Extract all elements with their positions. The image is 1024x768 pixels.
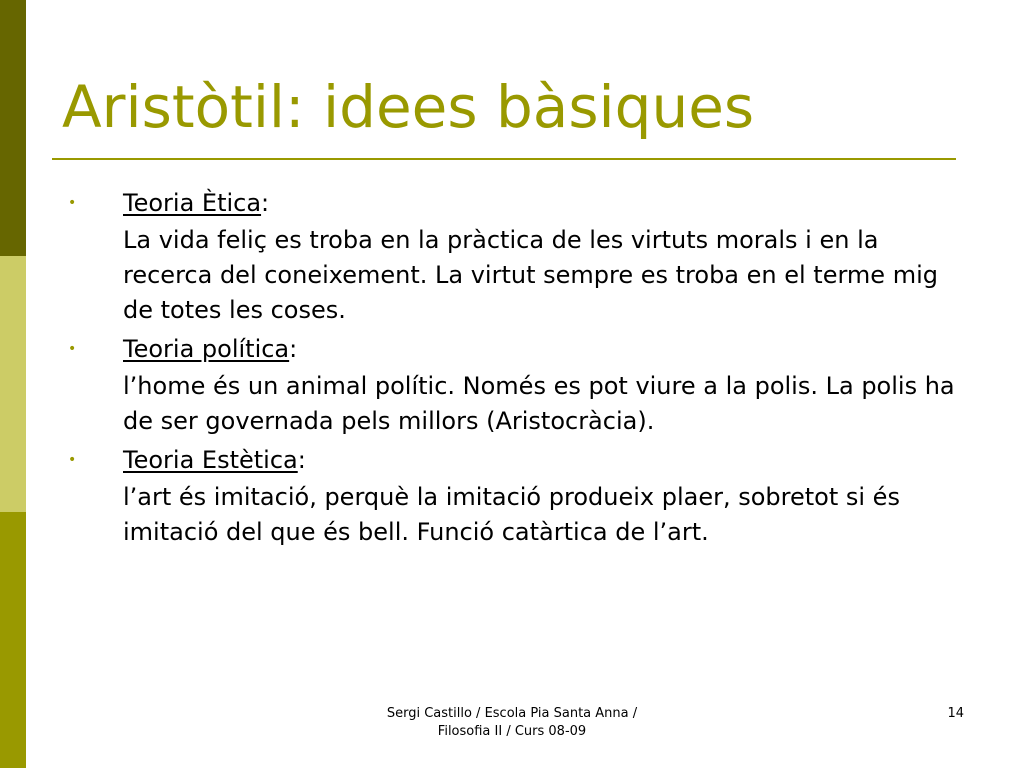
bullet-item-politica [60, 332, 960, 367]
bullet-item-estetica [60, 443, 960, 478]
bullet-icon: • [68, 195, 77, 211]
heading-suffix: : [297, 446, 306, 474]
heading-suffix: : [261, 189, 270, 217]
side-bar-dark [0, 0, 26, 256]
bullet-list [60, 186, 960, 554]
heading-teoria-politica[interactable]: Teoria política [123, 335, 290, 363]
heading-teoria-etica[interactable]: Teoria Ètica [123, 189, 262, 217]
bullet-icon: • [68, 341, 77, 357]
footer-line-2: Filosofia II / Curs 08-09 [437, 724, 587, 739]
side-bar-olive [0, 512, 26, 768]
description-etica: La vida feliç es troba en la pràctica de les virtuts morals i en la recerca del coneixement. La virtut sempre es troba en el terme mig de totes les coses. [123, 226, 938, 324]
slide-title: Aristòtil: idees bàsiques [62, 73, 755, 141]
title-divider [52, 158, 956, 160]
description-estetica: l’art és imitació, perquè la imitació produeix plaer, sobretot si és imitació del que és bell. Funció catàrtica de l’art. [123, 483, 900, 546]
bullet-item-etica [60, 186, 960, 221]
page-number: 14 [947, 706, 964, 721]
footer-credits [352, 705, 672, 741]
heading-teoria-estetica[interactable]: Teoria Estètica [123, 446, 298, 474]
footer-line-1: Sergi Castillo / Escola Pia Santa Anna / [386, 706, 638, 721]
description-politica: l’home és un animal polític. Només es pot viure a la polis. La polis ha de ser governada pels millors (Aristocràcia). [123, 372, 955, 435]
side-bar-light [0, 256, 26, 512]
heading-suffix: : [289, 335, 298, 363]
bullet-icon: • [68, 452, 77, 468]
